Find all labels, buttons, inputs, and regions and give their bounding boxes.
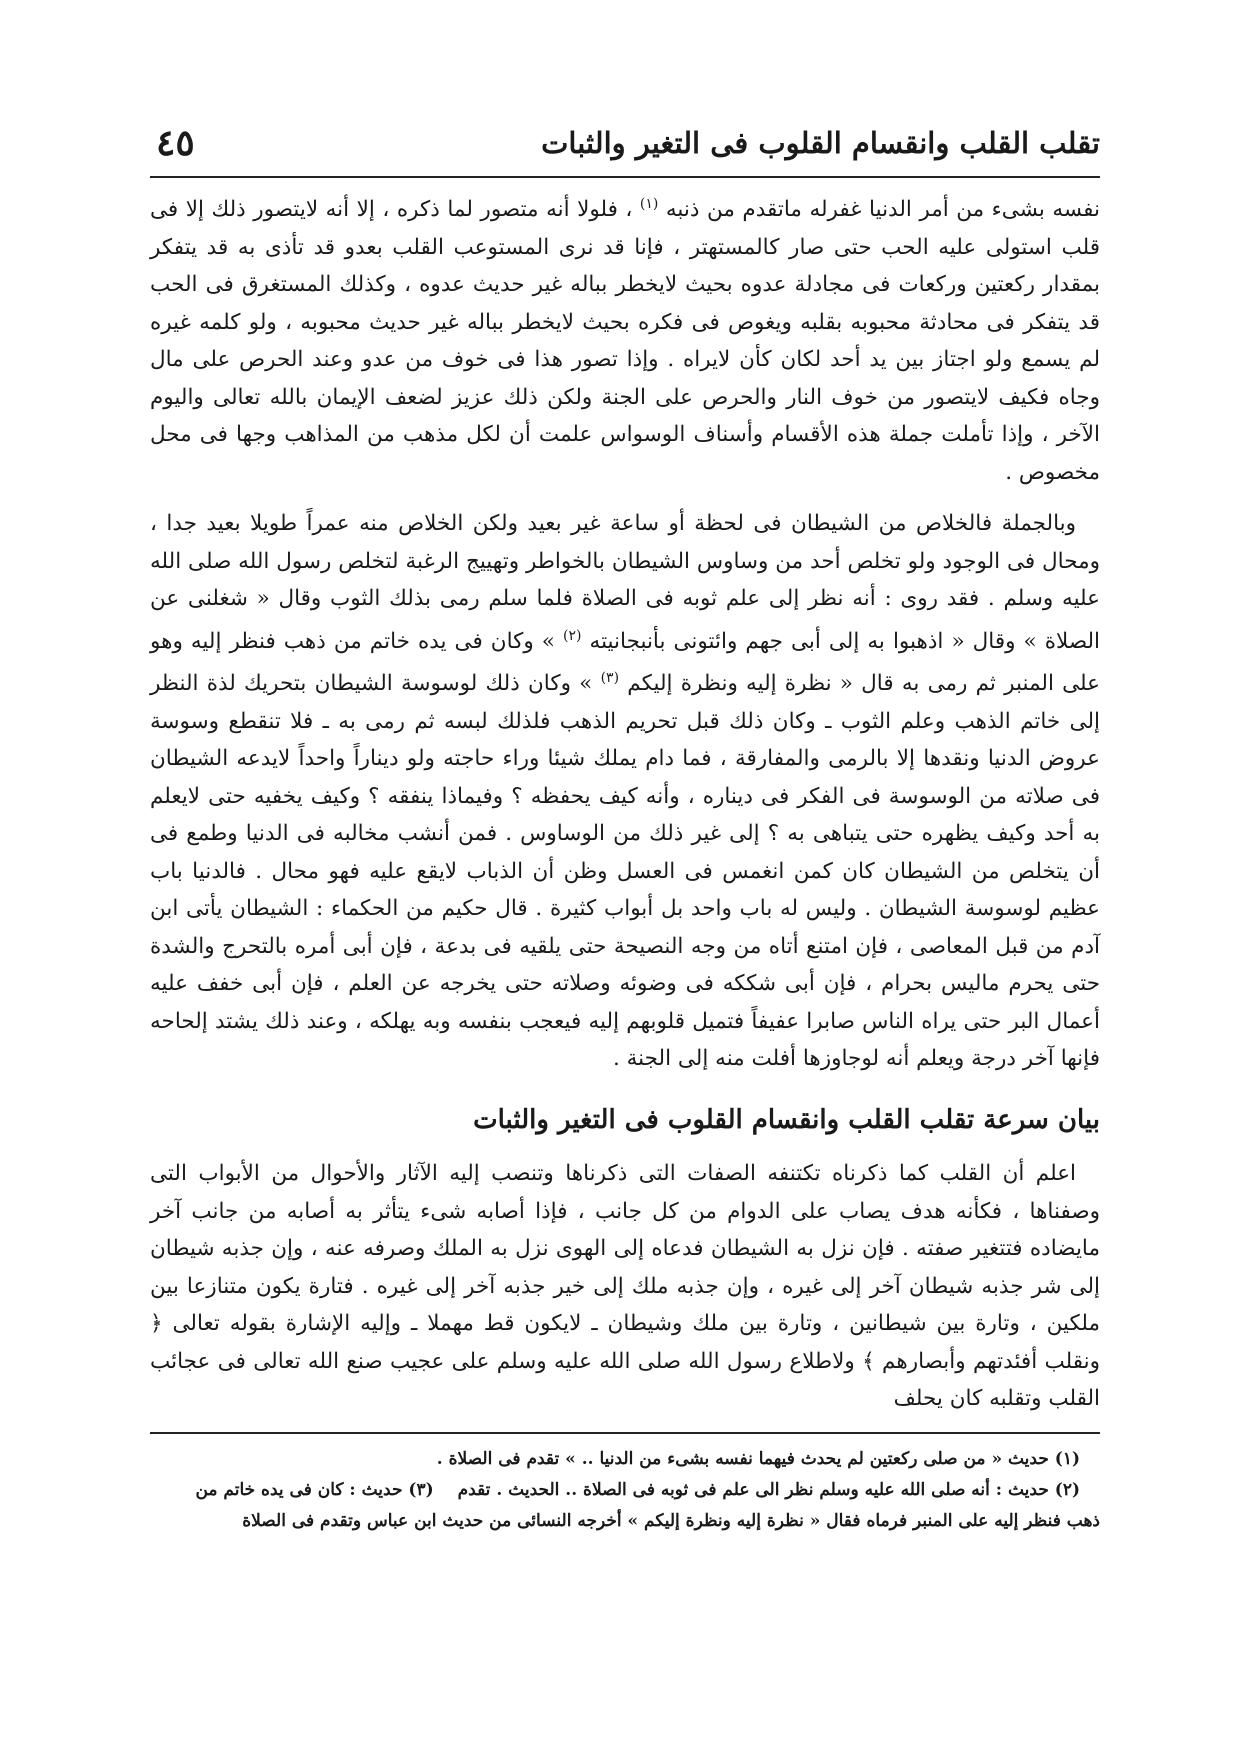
page-number: ٤٥: [156, 122, 195, 164]
paragraph-3: اعلم أن القلب كما ذكرناه تكتنفه الصفات التى ذكرناها وتنصب إليه الآثار والأحوال من الأبواب التى وصفناها ، فكأنه هدف يصاب على الدوام من كل جانب ، فإذا أصابه شىء يتأثر به أصابه من جانب آخر مايضاده فتتغير صفته . فإن نزل به الشيطان فدعاه إلى الهوى نزل به الملك وصرفه عنه ، وإن جذبه شيطان إلى شر جذبه شيطان آخر إلى غيره ، وإن جذبه ملك إلى خير جذبه آخر إلى غيره . فتارة يكون متنازعا بين ملكين ، وتارة بين شيطانين ، وتارة بين ملك وشيطان ـ لايكون قط مهملا ـ وإليه الإشارة بقوله تعالى ﴿ ونقلب أفئدتهم وأبصارهم ﴾ ولاطلاع رسول الله صلى الله عليه وسلم على عجيب صنع الله تعالى فى عجائب القلب وتقلبه كان يحلف: [150, 1161, 1100, 1412]
paragraph-2-part-c: » وكان ذلك لوسوسة الشيطان بتحريك لذة النظر إلى خاتم الذهب وعلم الثوب ـ وكان ذلك قبل تحريم الذهب فلذلك لبسه ثم رمى به ـ فلا تنقطع وسوسة عروض الدنيا ونقدها إلا بالرمى والمفارقة ، فما دام يملك شيئا وراء حاجته ولو ديناراً واحداً لايدعه الشيطان فى صلاته من الوسوسة فى الفكر فى ديناره ، وأنه كيف يحفظه ؟ وفيماذا ينفقه ؟ وكيف يخفيه حتى لايعلم به أحد وكيف يظهره حتى يتباهى به ؟ إلى غير ذلك من الوساوس . فمن أنشب مخالبه فى الدنيا وطمع فى أن يتخلص من الشيطان كان كمن انغمس فى العسل وظن أن الذباب لايقع عليه فهو محال . فالدنيا باب عظيم لوسوسة الشيطان . وليس له باب واحد بل أبواب كثيرة . قال حكيم من الحكماء : الشيطان يأتى ابن آدم من قبل المعاصى ، فإن امتنع أتاه من وجه النصيحة حتى يلقيه فى بدعة ، فإن أبى أمره بالتحرج والشدة حتى يحرم ماليس بحرام ، فإن أبى شككه فى وضوئه وصلاته حتى يخرجه عن العلم ، فإن أبى خفف عليه أعمال البر حتى يراه الناس صابرا عفيفاً فتميل قلوبهم إليه فيعجب بنفسه وبه يهلكه ، وعند ذلك يشتد إلحاحه فإنها آخر درجة ويعلم أنه لوجاوزها أفلت منه إلى الجنة .: [150, 671, 1100, 1072]
footnote-2-3-line: [150, 1475, 1100, 1506]
footnote-3: (٣) حديث : كان فى يده خاتم من: [195, 1479, 434, 1500]
footnotes: [150, 1444, 1100, 1537]
section-heading: بيان سرعة تقلب القلب وانقسام القلوب فى التغير والثبات: [473, 1104, 1100, 1135]
footnote-3-continuation: ذهب فنظر إليه على المنبر فرماه فقال « نظرة إليه ونظرة إليكم » أخرجه النسائى من حديث ابن عباس وتقدم فى الصلاة: [242, 1510, 1100, 1531]
book-page: [150, 118, 1100, 1638]
paragraph-2: [150, 505, 1100, 1078]
footnote-2: (٢) حديث : أنه صلى الله عليه وسلم نظر الى علم فى ثوبه فى الصلاة .. الحديث . تقدم: [457, 1479, 1080, 1500]
footnote-ref-3: (٣): [600, 670, 620, 687]
page-header: [150, 118, 1100, 178]
paragraph-1: [150, 186, 1100, 491]
footnote-divider: [150, 1432, 1100, 1434]
running-title: تقلب القلب وانقسام القلوب فى التغير والثبات: [541, 126, 1100, 160]
footnote-ref-2: (٢): [563, 627, 582, 644]
paragraph-1-start: نفسه بشىء من أمر الدنيا غفرله ماتقدم من ذنبه: [665, 197, 1100, 223]
paragraph-1-rest: ، فلولا أنه متصور لما ذكره ، إلا أنه لايتصور ذلك إلا فى قلب استولى عليه الحب حتى صار كالمستهتر ، فإنا قد نرى المستوعب القلب بعدو قد تأذى به قد يتفكر بمقدار ركعتين وركعات فى مجادلة عدوه بحيث لايخطر بباله غير حديث عدوه ، وكذلك المستغرق فى الحب قد يتفكر فى محادثة محبوبه بقلبه ويغوص فى فكره بحيث لايخطر بباله غير حديث محبوبه ، ولو كلمه غيره لم يسمع ولو اجتاز بين يد أحد لكان كأن لايراه . وإذا تصور هذا فى خوف من عدو وعند الحرص على مال وجاه فكيف لايتصور من خوف النار والحرص على الجنة ولكن ذلك عزيز لضعف الإيمان بالله تعالى واليوم الآخر ، وإذا تأملت جملة هذه الأقسام وأسناف الوسواس علمت أن لكل مذهب من المذاهب وجها فى محل مخصوص .: [150, 197, 1100, 485]
footnote-ref-1: (١): [639, 196, 659, 212]
footnote-1: (١) حديث « من صلى ركعتين لم يحدث فيهما نفسه بشىء من الدنيا .. » تقدم فى الصلاة .: [436, 1448, 1080, 1469]
paragraph-2-part-a: وبالجملة فالخلاص من الشيطان فى لحظة أو ساعة غير بعيد ولكن الخلاص منه عمراً طويلا بعيد جدا ، ومحال فى الوجود ولو تخلص أحد من وساوس الشيطان بالخواطر وتهييج الرغبة لتخلص رسول الله صلى الله عليه وسلم . فقد روى : أنه نظر إلى علم ثوبه فى الصلاة فلما سلم رمى بذلك الثوب وقال « شغلنى عن الصلاة » وقال « اذهبوا به إلى أبى جهم وائتونى بأنبجانيته: [150, 511, 1100, 654]
main-text: [150, 186, 1100, 1418]
paragraph-2-part-b: » وكان فى يده خاتم من ذهب فنظر إليه وهو على المنبر ثم رمى به قال « نظرة إليه ونظرة إليكم: [150, 628, 1101, 697]
